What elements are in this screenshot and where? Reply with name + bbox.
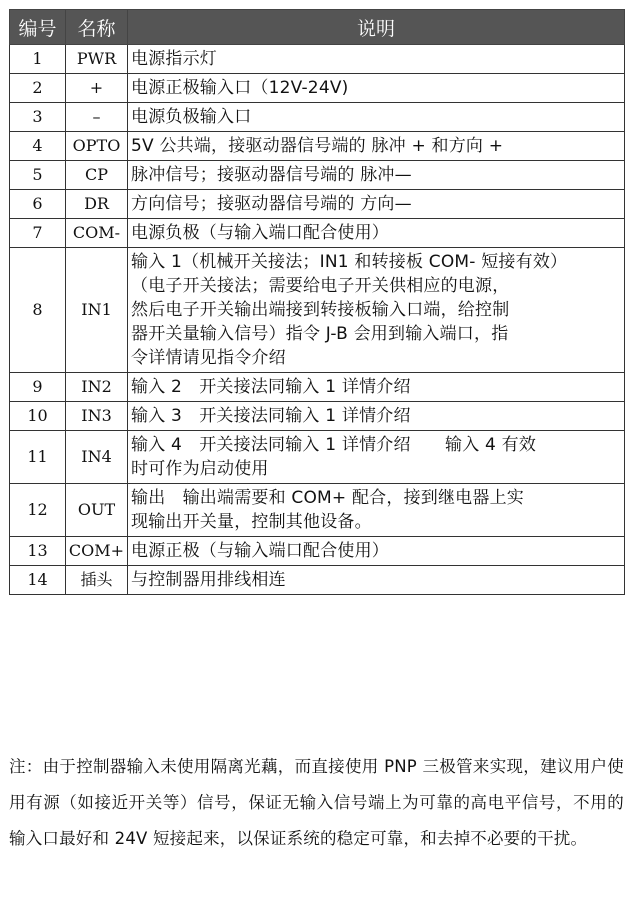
cell-description: 电源负极（与输入端口配合使用） — [128, 219, 625, 248]
cell-number: 7 — [10, 219, 66, 248]
table-row — [10, 190, 625, 219]
table-row — [10, 484, 625, 537]
cell-number: 4 — [10, 132, 66, 161]
table-row — [10, 132, 625, 161]
cell-number: 9 — [10, 373, 66, 402]
table-row — [10, 74, 625, 103]
cell-description: 电源正极输入口（12V-24V) — [128, 74, 625, 103]
cell-number: 2 — [10, 74, 66, 103]
table-row — [10, 402, 625, 431]
cell-name: IN1 — [66, 248, 128, 373]
cell-number: 6 — [10, 190, 66, 219]
cell-name: COM- — [66, 219, 128, 248]
table-row — [10, 103, 625, 132]
cell-name: OUT — [66, 484, 128, 537]
cell-number: 14 — [10, 566, 66, 595]
cell-name: + — [66, 74, 128, 103]
table-row — [10, 537, 625, 566]
cell-name: DR — [66, 190, 128, 219]
cell-number: 8 — [10, 248, 66, 373]
table-row — [10, 45, 625, 74]
cell-description: 5V 公共端，接驱动器信号端的 脉冲 + 和方向 + — [128, 132, 625, 161]
table-row — [10, 373, 625, 402]
cell-description: 电源指示灯 — [128, 45, 625, 74]
cell-description: 与控制器用排线相连 — [128, 566, 625, 595]
cell-number: 13 — [10, 537, 66, 566]
cell-name: 插头 — [66, 566, 128, 595]
cell-name: COM+ — [66, 537, 128, 566]
cell-name: IN2 — [66, 373, 128, 402]
note-paragraph: 注：由于控制器输入未使用隔离光藕，而直接使用 PNP 三极管来实现，建议用户使用有源（如接近开关等）信号，保证无输入信号端上为可靠的高电平信号，不用的输入口最好和 24V 短接起来，以保证系统的稳定可靠，和去掉不必要的干扰。 — [9, 756, 624, 848]
cell-description: 输入 2 开关接法同输入 1 详情介绍 — [128, 373, 625, 402]
cell-number: 10 — [10, 402, 66, 431]
pin-description-table — [9, 9, 625, 595]
cell-description: 方向信号；接驱动器信号端的 方向— — [128, 190, 625, 219]
cell-description: 输出 输出端需要和 COM+ 配合，接到继电器上实 现输出开关量，控制其他设备。 — [128, 484, 625, 537]
pin-table-section — [9, 9, 624, 595]
cell-name: IN3 — [66, 402, 128, 431]
cell-name: OPTO — [66, 132, 128, 161]
cell-description: 脉冲信号；接驱动器信号端的 脉冲— — [128, 161, 625, 190]
cell-name: CP — [66, 161, 128, 190]
cell-description: 输入 4 开关接法同输入 1 详情介绍 输入 4 有效 时可作为启动使用 — [128, 431, 625, 484]
cell-description: 输入 1（机械开关接法；IN1 和转接板 COM- 短接有效） （电子开关接法；需要给电子开关供相应的电源， 然后电子开关输出端接到转接板输入口端，给控制 器开关量输入信号）指令 J-B 会用到输入端口，指 令详情请见指令介绍 — [128, 248, 625, 373]
cell-name: IN4 — [66, 431, 128, 484]
table-row — [10, 248, 625, 373]
table-header-row — [10, 10, 625, 45]
cell-number: 11 — [10, 431, 66, 484]
cell-number: 1 — [10, 45, 66, 74]
header-number: 编号 — [10, 10, 66, 45]
cell-description: 输入 3 开关接法同输入 1 详情介绍 — [128, 402, 625, 431]
header-name: 名称 — [66, 10, 128, 45]
cell-description: 电源负极输入口 — [128, 103, 625, 132]
cell-number: 5 — [10, 161, 66, 190]
cell-name: PWR — [66, 45, 128, 74]
cell-number: 12 — [10, 484, 66, 537]
cell-name: – — [66, 103, 128, 132]
table-row — [10, 219, 625, 248]
table-row — [10, 566, 625, 595]
cell-description: 电源正极（与输入端口配合使用） — [128, 537, 625, 566]
table-row — [10, 431, 625, 484]
header-description: 说明 — [128, 10, 625, 45]
table-row — [10, 161, 625, 190]
cell-number: 3 — [10, 103, 66, 132]
